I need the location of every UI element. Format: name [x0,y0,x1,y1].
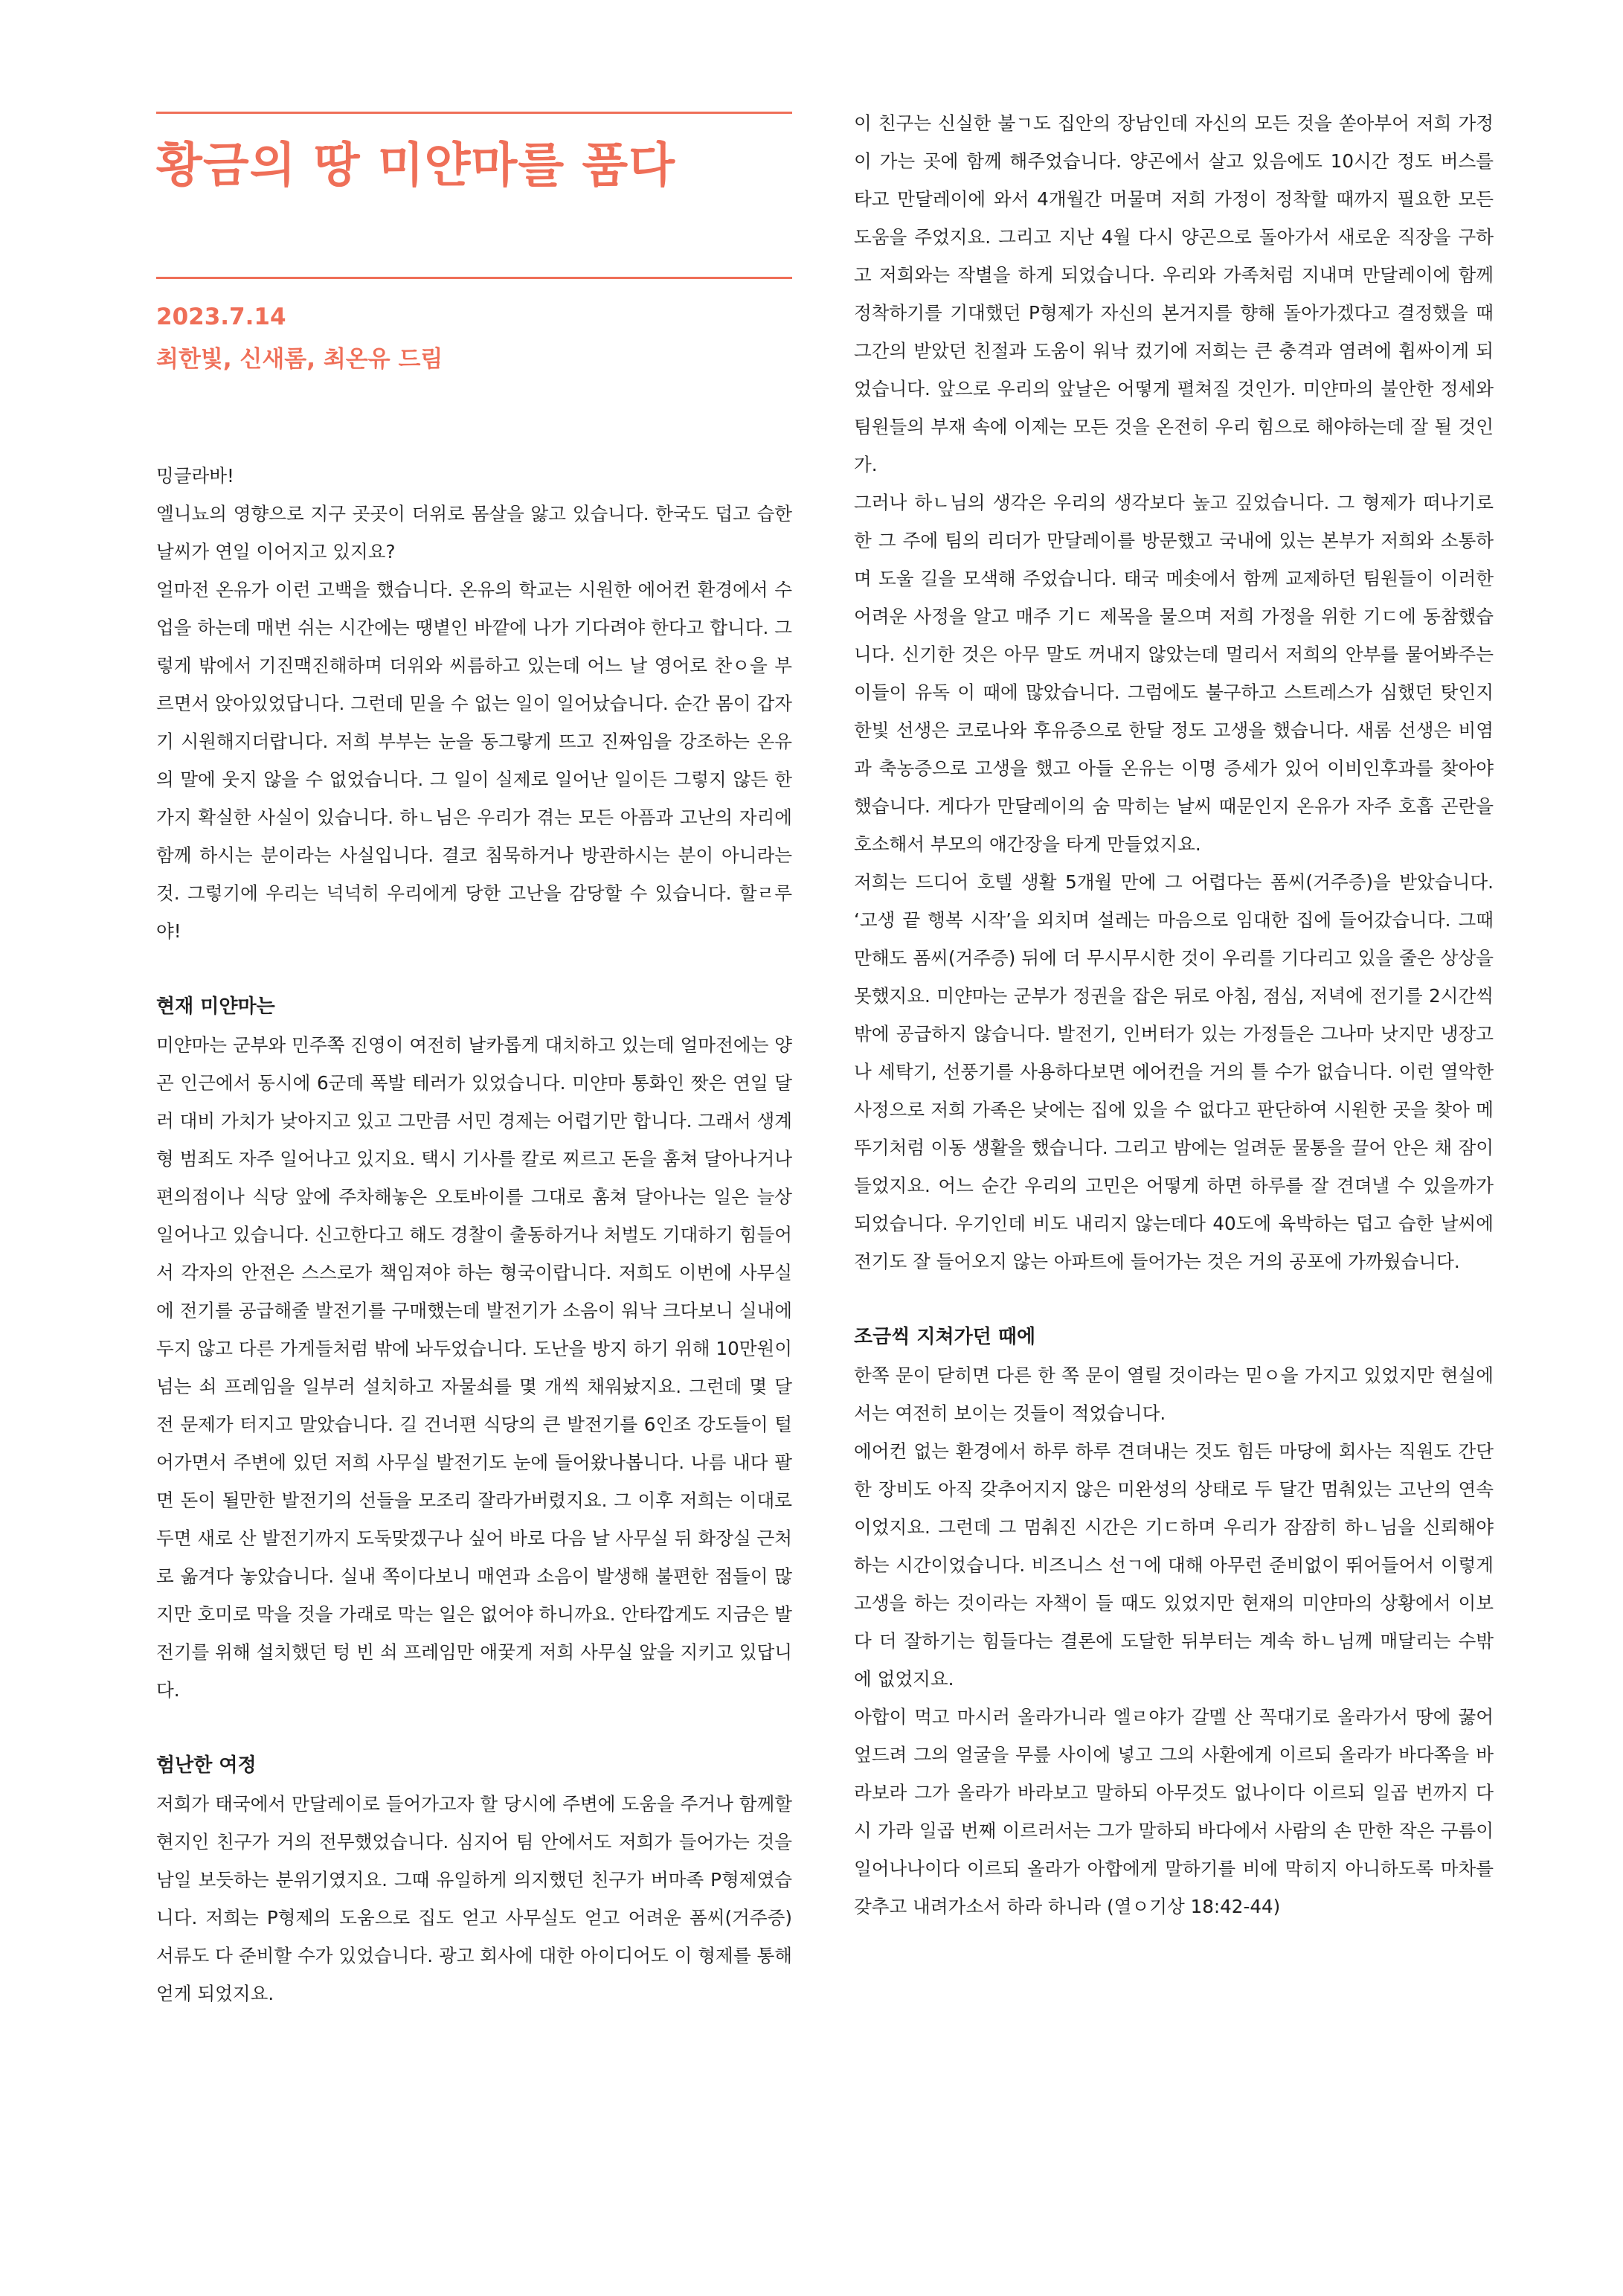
section-heading: 조금씩 지쳐가던 때에 [854,1326,1036,1348]
title-bottom-rule [156,277,792,279]
scripture-quote: 아합이 먹고 마시러 올라가니라 엘ㄹ야가 갈멜 산 꼭대기로 올라가서 땅에 꿇어 엎드려 그의 얼굴을 무릎 사이에 넣고 그의 사환에게 이르되 올라가 바다쪽을 바라보라 그가 올라가 바라보고 말하되 아무것도 없나이다 이르되 일곱 번까지 다시 가라 일곱 번째 이르러서는 그가 말하되 바다에서 사람의 손 만한 작은 구름이 일어나나이다 이르되 올라가 아합에게 말하기를 비에 막히지 아니하도록 마차를 갖추고 내려가소서 하라 하니라 (열ㅇ기상 18:42-44) [854,1706,1494,1917]
section-rough-journey [156,1747,792,2013]
section-paragraph: 에어컨 없는 환경에서 하루 하루 견뎌내는 것도 힘든 마당에 회사는 직원도 간단한 장비도 아직 갖추어지지 않은 미완성의 상태로 두 달간 멈춰있는 고난의 연속이었지요. 그런데 그 멈춰진 시간은 기ㄷ하며 우리가 잠잠히 하ㄴ님을 신뢰해야 하는 시간이었습니다. 비즈니스 선ㄱ에 대해 아무런 준비없이 뛰어들어서 이렇게 고생을 하는 것이라는 자책이 들 때도 있었지만 현재의 미얀마의 상황에서 이보다 더 잘하기는 힘들다는 결론에 도달한 뒤부터는 계속 하ㄴ님께 매달리는 수밖에 없었지요. [854,1440,1494,1690]
title-top-rule [156,112,792,114]
article-date: 2023.7.14 [156,303,286,330]
right-column [854,104,1494,1925]
article-authors: 최한빛, 신새롬, 최온유 드림 [156,345,443,373]
section-paragraph: 저희가 태국에서 만달레이로 들어가고자 할 당시에 주변에 도움을 주거나 함께할 현지인 친구가 거의 전무했었습니다. 심지어 팀 안에서도 저희가 들어가는 것을 남일 보듯하는 분위기였지요. 그때 유일하게 의지했던 친구가 버마족 P형제였습니다. 저희는 P형제의 도움으로 집도 얻고 사무실도 얻고 어려운 폼씨(거주증) 서류도 다 준비할 수가 있었습니다. 광고 회사에 대한 아이디어도 이 형제를 통해 얻게 되었지요. [156,1793,792,2005]
section-paragraph: 이 친구는 신실한 불ㄱ도 집안의 장남인데 자신의 모든 것을 쏟아부어 저희 가정이 가는 곳에 함께 해주었습니다. 양곤에서 살고 있음에도 10시간 정도 버스를 타고 만달레이에 와서 4개월간 머물며 저희 가정이 정착할 때까지 필요한 모든 도움을 주었지요. 그리고 지난 4월 다시 양곤으로 돌아가서 새로운 직장을 구하고 저희와는 작별을 하게 되었습니다. 우리와 가족처럼 지내며 만달레이에 함께 정착하기를 기대했던 P형제가 자신의 본거지를 향해 돌아가겠다고 결정했을 때 그간의 받았던 친절과 도움이 워낙 컸기에 저희는 큰 충격과 염려에 휩싸이게 되었습니다. 앞으로 우리의 앞날은 어떻게 펼쳐질 것인가. 미얀마의 불안한 정세와 팀원들의 부재 속에 이제는 모든 것을 온전히 우리 힘으로 해야하는데 잘 될 것인가. [854,112,1494,475]
left-column [156,112,792,2013]
article-title: 황금의 땅 미얀마를 품다 [156,138,676,193]
section-paragraph: 한쪽 문이 닫히면 다른 한 쪽 문이 열릴 것이라는 믿ㅇ을 가지고 있었지만 현실에서는 여전히 보이는 것들이 적었습니다. [854,1365,1494,1424]
section-paragraph: 저희는 드디어 호텔 생활 5개월 만에 그 어렵다는 폼씨(거주증)을 받았습니다. ‘고생 끝 행복 시작’을 외치며 설레는 마음으로 임대한 집에 들어갔습니다. 그때만해도 폼씨(거주증) 뒤에 더 무시무시한 것이 우리를 기다리고 있을 줄은 상상을 못했지요. 미얀마는 군부가 정권을 잡은 뒤로 아침, 점심, 저녁에 전기를 2시간씩 밖에 공급하지 않습니다. 발전기, 인버터가 있는 가정들은 그나마 낫지만 냉장고나 세탁기, 선풍기를 사용하다보면 에어컨을 거의 틀 수가 없습니다. 이런 열악한 사정으로 저희 가족은 낮에는 집에 있을 수 없다고 판단하여 시원한 곳을 찾아 메뚜기처럼 이동 생활을 했습니다. 그리고 밤에는 얼려둔 물통을 끌어 안은 채 잠이 들었지요. 어느 순간 우리의 고민은 어떻게 하면 하루를 잘 견뎌낼 수 있을까가 되었습니다. 우기인데 비도 내리지 않는데다 40도에 육박하는 덥고 습한 날씨에 전기도 잘 들어오지 않는 아파트에 들어가는 것은 거의 공포에 가까웠습니다. [854,871,1494,1272]
section-getting-tired [854,1318,1494,1925]
section-paragraph: 미얀마는 군부와 민주쪽 진영이 여전히 날카롭게 대치하고 있는데 얼마전에는 양곤 인근에서 동시에 6군데 폭발 테러가 있었습니다. 미얀마 통화인 짯은 연일 달러 대비 가치가 낮아지고 있고 그만큼 서민 경제는 어렵기만 합니다. 그래서 생계형 범죄도 자주 일어나고 있지요. 택시 기사를 칼로 찌르고 돈을 훔쳐 달아나거나 편의점이나 식당 앞에 주차해놓은 오토바이를 그대로 훔쳐 달아나는 일은 늘상 일어나고 있습니다. 신고한다고 해도 경찰이 출동하거나 처벌도 기대하기 힘들어서 각자의 안전은 스스로가 책임져야 하는 형국이랍니다. 저희도 이번에 사무실에 전기를 공급해줄 발전기를 구매했는데 발전기가 소음이 워낙 크다보니 실내에 두지 않고 다른 가게들처럼 밖에 놔두었습니다. 도난을 방지 하기 위해 10만원이 넘는 쇠 프레임을 일부러 설치하고 자물쇠를 몇 개씩 채워놨지요. 그런데 몇 달 전 문제가 터지고 말았습니다. 길 건너편 식당의 큰 발전기를 6인조 강도들이 털어가면서 주변에 있던 저희 사무실 발전기도 눈에 들어왔나봅니다. 나름 내다 팔면 돈이 될만한 발전기의 선들을 모조리 잘라가버렸지요. 그 이후 저희는 이대로 두면 새로 산 발전기까지 도둑맞겠구나 싶어 바로 다음 날 사무실 뒤 화장실 근처로 옮겨다 놓았습니다. 실내 쪽이다보니 매연과 소음이 발생해 불편한 점들이 많지만 호미로 막을 것을 가래로 막는 일은 없어야 하니까요. 안타깝게도 지금은 발전기를 위해 설치했던 텅 빈 쇠 프레임만 애꿎게 저희 사무실 앞을 지키고 있답니다. [156,1034,792,1702]
intro-section [156,457,792,950]
intro-paragraph: 얼마전 온유가 이런 고백을 했습니다. 온유의 학교는 시원한 에어컨 환경에서 수업을 하는데 매번 쉬는 시간에는 땡볕인 바깥에 나가 기다려야 한다고 합니다. 그렇게 밖에서 기진맥진해하며 더위와 씨름하고 있는데 어느 날 영어로 찬ㅇ을 부르면서 앉아있었답니다. 그런데 믿을 수 없는 일이 일어났습니다. 순간 몸이 갑자기 시원해지더랍니다. 저희 부부는 눈을 동그랗게 뜨고 진짜임을 강조하는 온유의 말에 웃지 않을 수 없었습니다. 그 일이 실제로 일어난 일이든 그렇지 않든 한가지 확실한 사실이 있습니다. 하ㄴ님은 우리가 겪는 모든 아픔과 고난의 자리에 함께 하시는 분이라는 사실입니다. 결코 침묵하거나 방관하시는 분이 아니라는 것. 그렇기에 우리는 넉넉히 우리에게 당한 고난을 감당할 수 있습니다. 할ㄹ루야! [156,579,792,943]
intro-greeting: 밍글라바! [156,465,234,487]
section-paragraph: 그러나 하ㄴ님의 생각은 우리의 생각보다 높고 깊었습니다. 그 형제가 떠나기로 한 그 주에 팀의 리더가 만달레이를 방문했고 국내에 있는 본부가 저희와 소통하며 도울 길을 모색해 주었습니다. 태국 메솟에서 함께 교제하던 팀원들이 이러한 어려운 사정을 알고 매주 기ㄷ 제목을 물으며 저희 가정을 위한 기ㄷ에 동참했습니다. 신기한 것은 아무 말도 꺼내지 않았는데 멀리서 저희의 안부를 물어봐주는 이들이 유독 이 때에 많았습니다. 그럼에도 불구하고 스트레스가 심했던 탓인지 한빛 선생은 코로나와 후유증으로 한달 정도 고생을 했습니다. 새롬 선생은 비염과 축농증으로 고생을 했고 아들 온유는 이명 증세가 있어 이비인후과를 찾아야 했습니다. 게다가 만달레이의 숨 막히는 날씨 때문인지 온유가 자주 호흡 곤란을 호소해서 부모의 애간장을 타게 만들었지요. [854,492,1494,855]
section-current-myanmar [156,988,792,1709]
section-heading: 현재 미얀마는 [156,995,275,1019]
section-heading: 험난한 여정 [156,1754,257,1777]
intro-paragraph: 엘니뇨의 영향으로 지구 곳곳이 더위로 몸살을 앓고 있습니다. 한국도 덥고 습한 날씨가 연일 이어지고 있지요? [156,503,792,563]
